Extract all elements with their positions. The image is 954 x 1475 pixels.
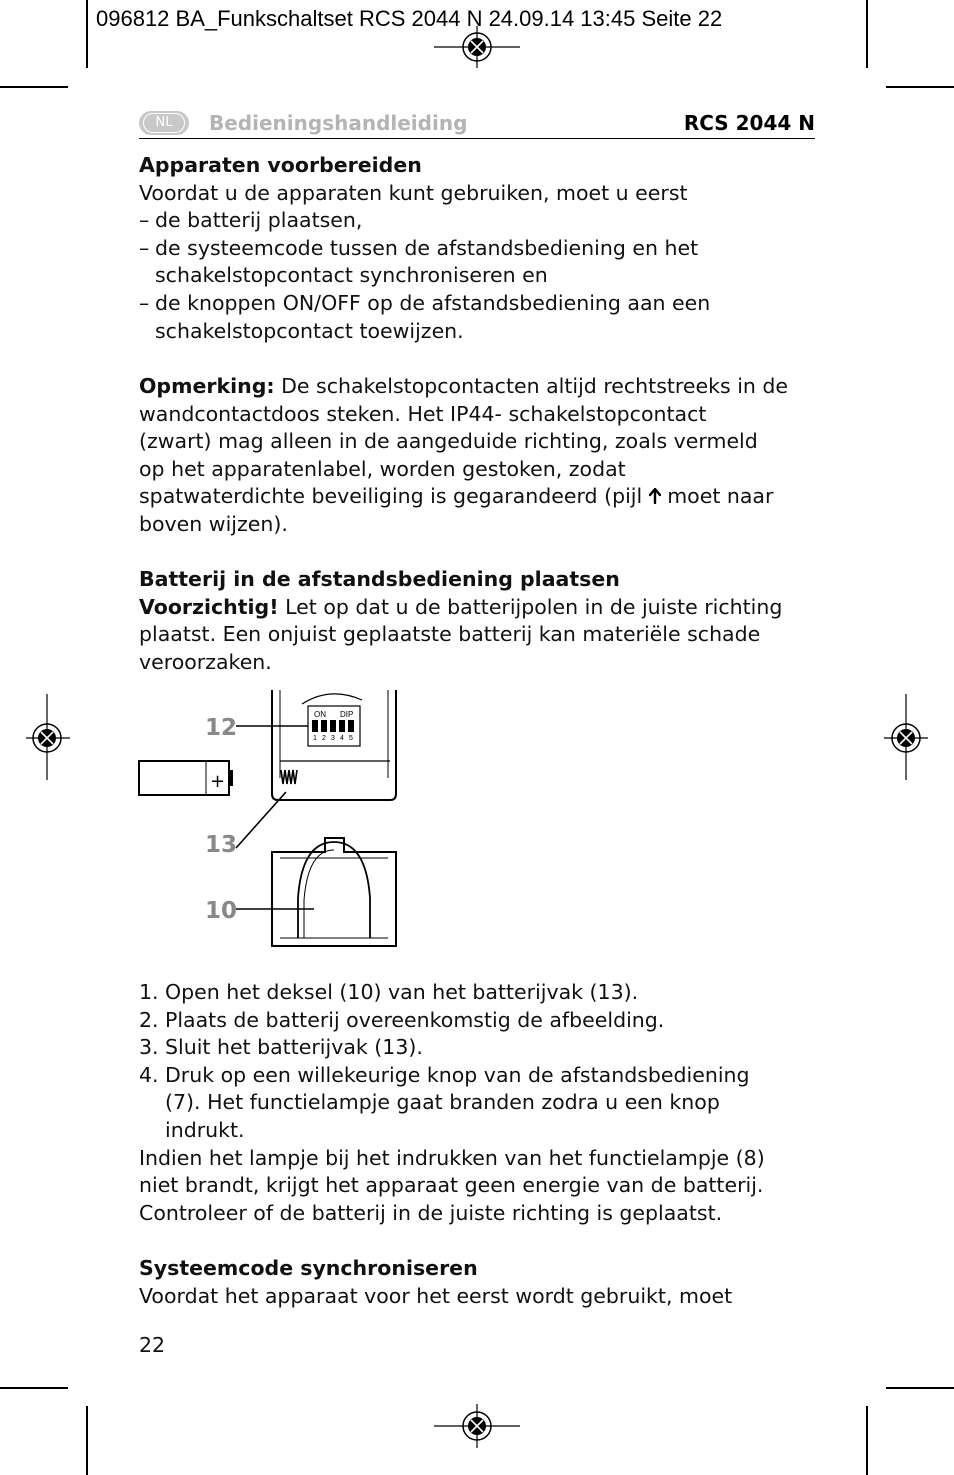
- prepare-section: [139, 152, 829, 345]
- registration-mark-right-icon: [884, 694, 928, 780]
- print-slug: 096812 BA_Funkschaltset RCS 2044 N 24.09.14 13:45 Seite 22: [96, 6, 723, 31]
- after-steps-text: niet brandt, krijgt het apparaat geen energie van de batterij.: [139, 1173, 764, 1198]
- note-label: Opmerking:: [139, 374, 275, 398]
- dip-switch: [321, 720, 327, 732]
- callout-13: 13: [205, 832, 238, 858]
- section-title: Bedieningshandleiding: [209, 111, 468, 135]
- registration-mark-left-icon: [26, 694, 70, 780]
- language-badge: [139, 111, 189, 135]
- crop-mark-tl-v: [86, 0, 88, 68]
- battery-heading: Batterij in de afstandsbediening plaatsen: [139, 567, 620, 591]
- dip-number: 3: [331, 735, 335, 742]
- dip-number: 2: [322, 735, 326, 742]
- bullet-item: – de knoppen ON/OFF op de afstandsbediening aan een: [139, 290, 711, 315]
- battery-section: Batterij in de afstandsbediening plaatsen Voorzichtig! Let op dat u de batterijpolen in de juiste richting plaatst. Een onjuist geplaatste batterij kan materiële schade veroorzaken.: [139, 566, 829, 676]
- bullet-item: – de batterij plaatsen,: [139, 208, 363, 233]
- crop-mark-tr-v: [866, 0, 868, 68]
- dip-switch: [330, 720, 336, 732]
- dip-number: 4: [340, 735, 344, 742]
- page-number: 22: [139, 1333, 166, 1357]
- dip-number: 1: [313, 735, 317, 742]
- model-name: RCS 2044 N: [683, 111, 815, 135]
- after-steps-text: Indien het lampje bij het indrukken van het functielampje (8): [139, 1145, 765, 1170]
- step-item: 1. Open het deksel (10) van het batterijvak (13).: [139, 980, 639, 1004]
- dip-label-dip: DIP: [340, 710, 354, 719]
- step-item: 3. Sluit het batterijvak (13).: [139, 1035, 423, 1060]
- sync-section: [139, 1255, 829, 1310]
- sync-heading: Systeemcode synchroniseren: [139, 1256, 478, 1280]
- step-item: 4. Druk op een willekeurige knop van de afstandsbediening: [139, 1062, 750, 1087]
- bullet-item-cont: schakelstopcontact synchroniseren en: [155, 263, 548, 288]
- bullet-item: – de systeemcode tussen de afstandsbediening en het: [139, 235, 699, 260]
- callout-12: 12: [205, 715, 238, 741]
- language-badge-label: NL: [143, 113, 185, 133]
- dip-number: 5: [349, 735, 353, 742]
- note-section: Opmerking: De schakelstopcontacten altijd rechtstreeks in de wandcontactdoos steken. Het IP44- schakelstopcontact (zwart) mag alleen in de aangeduide richting, zoals vermeld op het apparatenlabel, worden gestoken, zodat spatwaterdichte beveiliging is gegarandeerd (pijl moet naar boven wijzen).: [139, 374, 789, 536]
- step-item: 2. Plaats de batterij overeenkomstig de afbeelding.: [139, 1007, 665, 1032]
- dip-label-on: ON: [314, 710, 326, 719]
- after-steps-text: Controleer of de batterij in de juiste richting is geplaatst.: [139, 1200, 723, 1225]
- prepare-heading: Apparaten voorbereiden: [139, 153, 422, 177]
- callout-10: 10: [205, 898, 238, 924]
- registration-mark-bottom-icon: [434, 1404, 520, 1448]
- crop-mark-bl-v: [86, 1406, 88, 1475]
- steps-list: [139, 979, 829, 1227]
- dip-switch: [339, 720, 345, 732]
- crop-mark-bl-h: [0, 1387, 68, 1389]
- battery-plus-symbol: +: [210, 771, 226, 792]
- step-item-cont: indrukt.: [165, 1117, 245, 1142]
- bullet-item-cont: schakelstopcontact toewijzen.: [155, 318, 464, 343]
- crop-mark-tl-h: [0, 86, 68, 88]
- prepare-intro: Voordat u de apparaten kunt gebruiken, moet u eerst: [139, 180, 688, 205]
- crop-mark-tr-h: [886, 86, 954, 88]
- crop-mark-br-v: [866, 1406, 868, 1475]
- sync-text: Voordat het apparaat voor het eerst wordt gebruikt, moet: [139, 1283, 733, 1308]
- arrow-up-icon: [649, 488, 661, 504]
- running-header: [139, 110, 815, 139]
- battery-compartment-figure: [130, 688, 410, 958]
- registration-mark-top-icon: [434, 26, 520, 68]
- caution-label: Voorzichtig!: [139, 594, 279, 619]
- dip-switch: [312, 720, 318, 732]
- dip-switch: [348, 720, 354, 732]
- crop-mark-br-h: [886, 1387, 954, 1389]
- step-item-cont: (7). Het functielampje gaat branden zodra u een knop: [165, 1090, 720, 1115]
